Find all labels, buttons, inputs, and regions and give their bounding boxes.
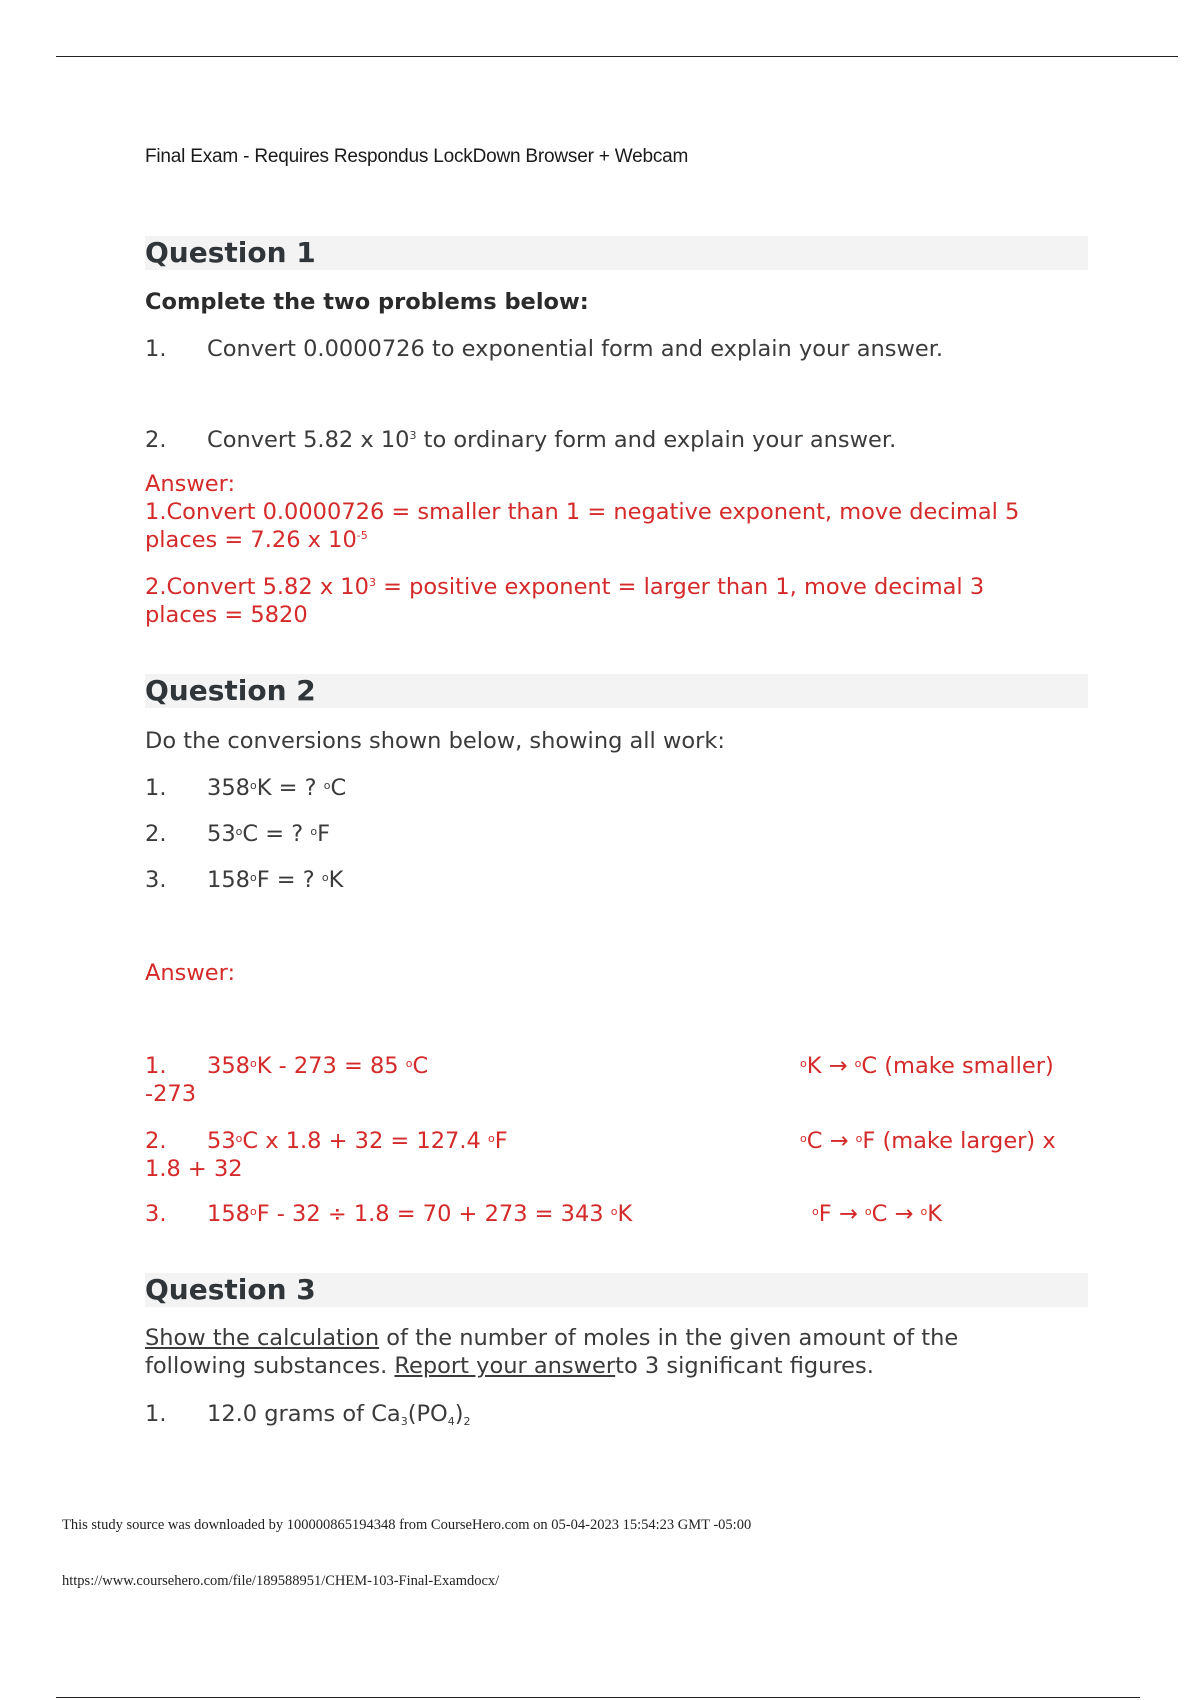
question-1-item-2: 2. Convert 5.82 x $10^3$ to ordinary form and explain your answer.	[145, 427, 897, 453]
question-3-title: Question 3	[145, 1273, 316, 1306]
top-rule	[56, 56, 1178, 57]
item-number: 2.	[145, 427, 167, 453]
answer-2-line-2: places = 5820	[145, 602, 308, 628]
question-1-instruction: Complete the two problems below:	[145, 289, 589, 315]
item-text: Convert 0.0000726 to exponential form and explain your answer.	[207, 336, 944, 362]
question-2-item-2: 2. $53^oC$ = ? $^o$F	[145, 821, 331, 847]
q2-answer-1-hint: $^o$K → $^o$C (make smaller)	[800, 1053, 1054, 1079]
question-2-item-1: 1. $358^oK$ = ? $^o$C	[145, 775, 347, 801]
question-2-answer-label: Answer:	[145, 960, 236, 986]
question-3-item-1: 1. 12.0 grams of Ca3(PO4)2	[145, 1401, 471, 1428]
item-number: 1.	[145, 336, 167, 362]
q2-answer-3-hint: $^o$F → $^o$C → $^o$K	[812, 1201, 942, 1227]
answer-1-line-2: places = 7.26 x $10^{-5}$	[145, 527, 368, 553]
question-1-answer-label: Answer:	[145, 471, 236, 497]
q2-answer-2-hint: $^o$C → $^o$F (make larger) x	[800, 1128, 1056, 1154]
q2-answer-1-cont: -273	[145, 1081, 197, 1107]
bottom-rule	[56, 1697, 1140, 1698]
question-2-item-3: 3. $158^oF$ = ? $^o$K	[145, 867, 344, 893]
download-notice: This study source was downloaded by 100000865194348 from CourseHero.com on 05-04-2023 15:54:23 GMT -05:00	[62, 1517, 752, 1533]
question-1-title: Question 1	[145, 236, 316, 269]
question-3-instruction-line-1: Show the calculation of the number of moles in the given amount of the	[145, 1325, 959, 1351]
q2-answer-2-cont: 1.8 + 32	[145, 1156, 243, 1182]
q2-answer-1: 1. 358$^o$K - 273 = 85 $^o$C	[145, 1053, 429, 1079]
answer-1-line-1: 1.Convert 0.0000726 = smaller than 1 = negative exponent, move decimal 5	[145, 499, 1020, 525]
q2-answer-3: 3. 158$^o$F - 32 ÷ 1.8 = 70 + 273 = 343 $^o$K	[145, 1201, 633, 1227]
question-3-instruction-line-2: following substances. Report your answerto 3 significant figures.	[145, 1353, 874, 1379]
answer-2-line-1: 2.Convert 5.82 x $10^3$ = positive exponent = larger than 1, move decimal 3	[145, 574, 985, 600]
exam-title: Final Exam - Requires Respondus LockDown Browser + Webcam	[145, 146, 689, 167]
question-1-item-1	[145, 336, 943, 362]
question-2-instruction: Do the conversions shown below, showing all work:	[145, 728, 725, 754]
question-2-title: Question 2	[145, 674, 316, 707]
source-url: https://www.coursehero.com/file/189588951/CHEM-103-Final-Examdocx/	[62, 1573, 500, 1589]
q2-answer-2: 2. 53$^o$C x 1.8 + 32 = 127.4 $^o$F	[145, 1128, 508, 1154]
